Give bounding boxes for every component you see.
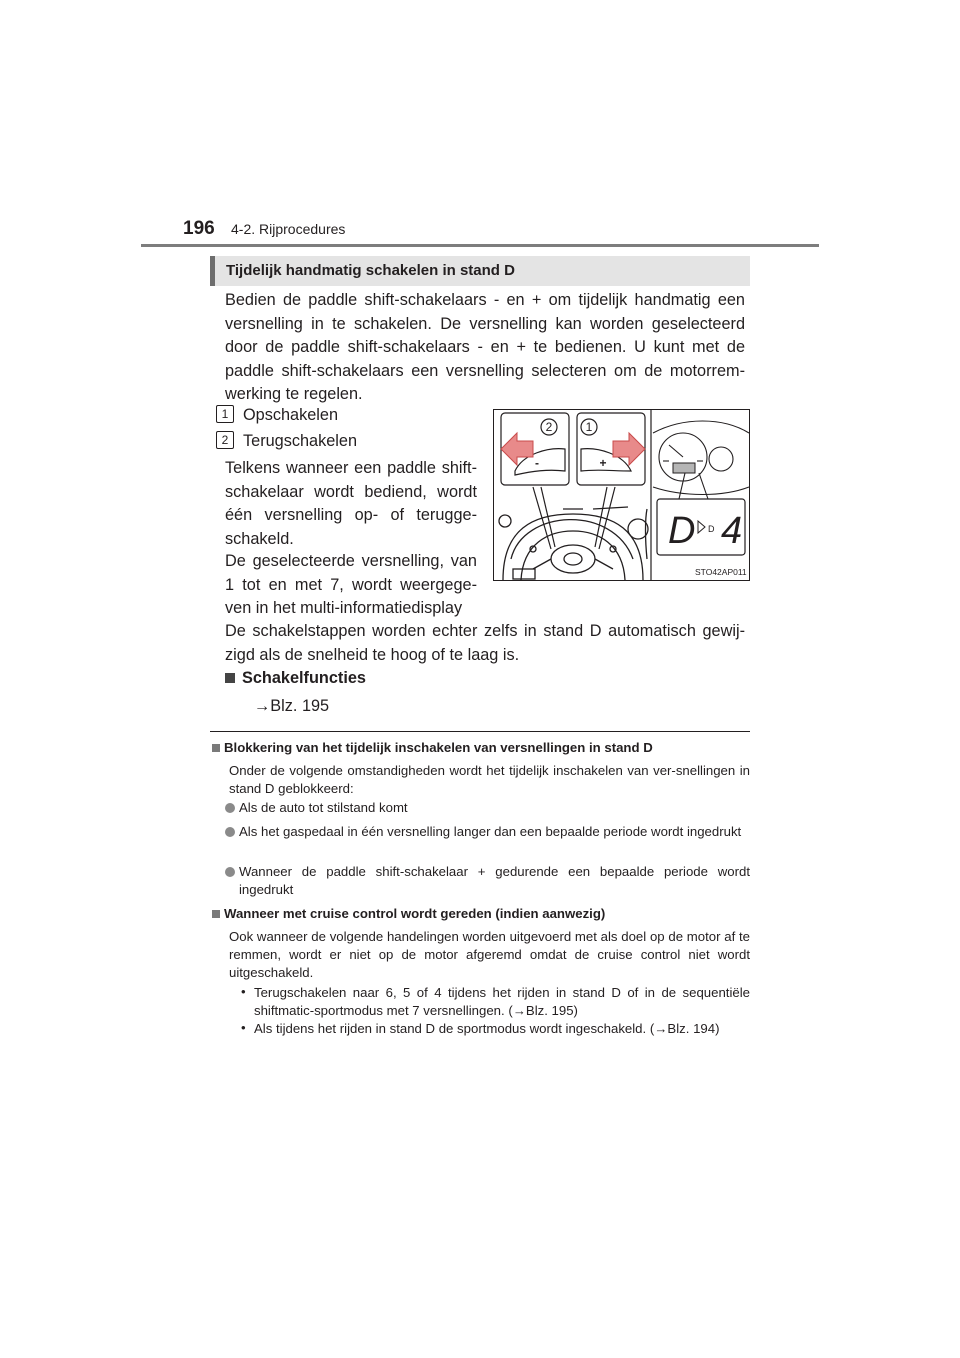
round-bullet-icon [225, 867, 235, 877]
figure-code: STO42AP011 [695, 567, 747, 577]
note-title-cruise: Wanneer met cruise control wordt gereden (indien aanwezig) [224, 906, 606, 921]
square-bullet-icon [225, 673, 235, 683]
notes-divider [210, 731, 750, 732]
display-gear-d: D [668, 510, 696, 552]
note-title-blocking: Blokkering van het tijdelijk inschakelen van versnellingen in stand D [224, 740, 653, 755]
paddle-shift-drawing [493, 409, 750, 581]
dot-bullet-icon: • [241, 984, 246, 999]
note-dot-downshift: Terugschakelen naar 6, 5 of 4 tijdens het rijden in stand D of in de sequentiële shiftmatic-sportmodus met 7 versnellingen. (→Blz. 195) [254, 985, 750, 1018]
intro-paragraph: Bedien de paddle shift-schakelaars - en + om tijdelijk handmatig een versnelling in te schakelen. De versnelling kan worden geselecteerd door de paddle shift-schakelaars - en + te bedienen. U kunt met de paddle shift-schakelaars een versnelling selecteren om de motorrem-werking te regelen. [225, 291, 745, 404]
dot-bullet-icon: • [241, 1020, 246, 1035]
paddle-minus-sign: - [535, 456, 539, 470]
functions-title: Schakelfuncties [242, 669, 366, 687]
square-bullet-icon [212, 910, 220, 918]
heading-bar [210, 256, 215, 286]
header-rule [141, 244, 819, 247]
callout-2: 2 [545, 420, 553, 434]
note-text-blocking: Onder de volgende omstandigheden wordt het tijdelijk inschakelen van ver-snellingen in stand D geblokkeerd: [229, 763, 750, 796]
round-bullet-icon [225, 803, 235, 813]
paragraph-selected-gear: De geselecteerde versnelling, van 1 tot en met 7, wordt weergege-ven in het multi-informatiedisplay [225, 552, 477, 618]
paddle-plus-sign: + [599, 456, 607, 470]
paragraph-automatic: De schakelstappen worden echter zelfs in stand D automatisch gewij-zigd als de snelheid te hoog of te laag is. [225, 622, 745, 664]
display-gear-number: 4 [721, 510, 743, 552]
item-number-1: 1 [216, 405, 234, 423]
paragraph-each-shift: Telkens wanneer een paddle shift-schakelaar wordt bediend, wordt één versnelling op- of terugge-schakeld. [225, 459, 477, 548]
item-label-downshift: Terugschakelen [243, 432, 358, 450]
note-bullet-accelerator: Als het gaspedaal in één versnelling langer dan een bepaalde periode wordt ingedrukt [239, 824, 742, 839]
note-text-cruise: Ook wanneer de volgende handelingen worden uitgevoerd met als doel op de motor af te remmen, wordt er niet op de motor afgeremd omdat de cruise control niet wordt uitgeschakeld. [229, 929, 750, 980]
display-mode-d: D [708, 524, 715, 534]
item-number-2: 2 [216, 431, 234, 449]
section-title: 4-2. Rijprocedures [231, 221, 346, 237]
square-bullet-icon [212, 744, 220, 752]
heading-text: Tijdelijk handmatig schakelen in stand D [226, 262, 515, 279]
callout-1: 1 [585, 420, 593, 434]
page-number: 196 [183, 218, 215, 239]
section-heading [210, 256, 750, 286]
note-bullet-paddle-plus: Wanneer de paddle shift-schakelaar + gedurende een bepaalde periode wordt ingedrukt [239, 864, 750, 897]
round-bullet-icon [225, 827, 235, 837]
item-label-upshift: Opschakelen [243, 406, 339, 424]
paddle-shift-illustration [493, 409, 750, 581]
note-dot-sportmode: Als tijdens het rijden in stand D de sportmodus wordt ingeschakeld. (→Blz. 194) [254, 1021, 720, 1036]
note-bullet-standstill: Als de auto tot stilstand komt [239, 800, 408, 815]
functions-page-reference: →Blz. 195 [254, 697, 330, 715]
